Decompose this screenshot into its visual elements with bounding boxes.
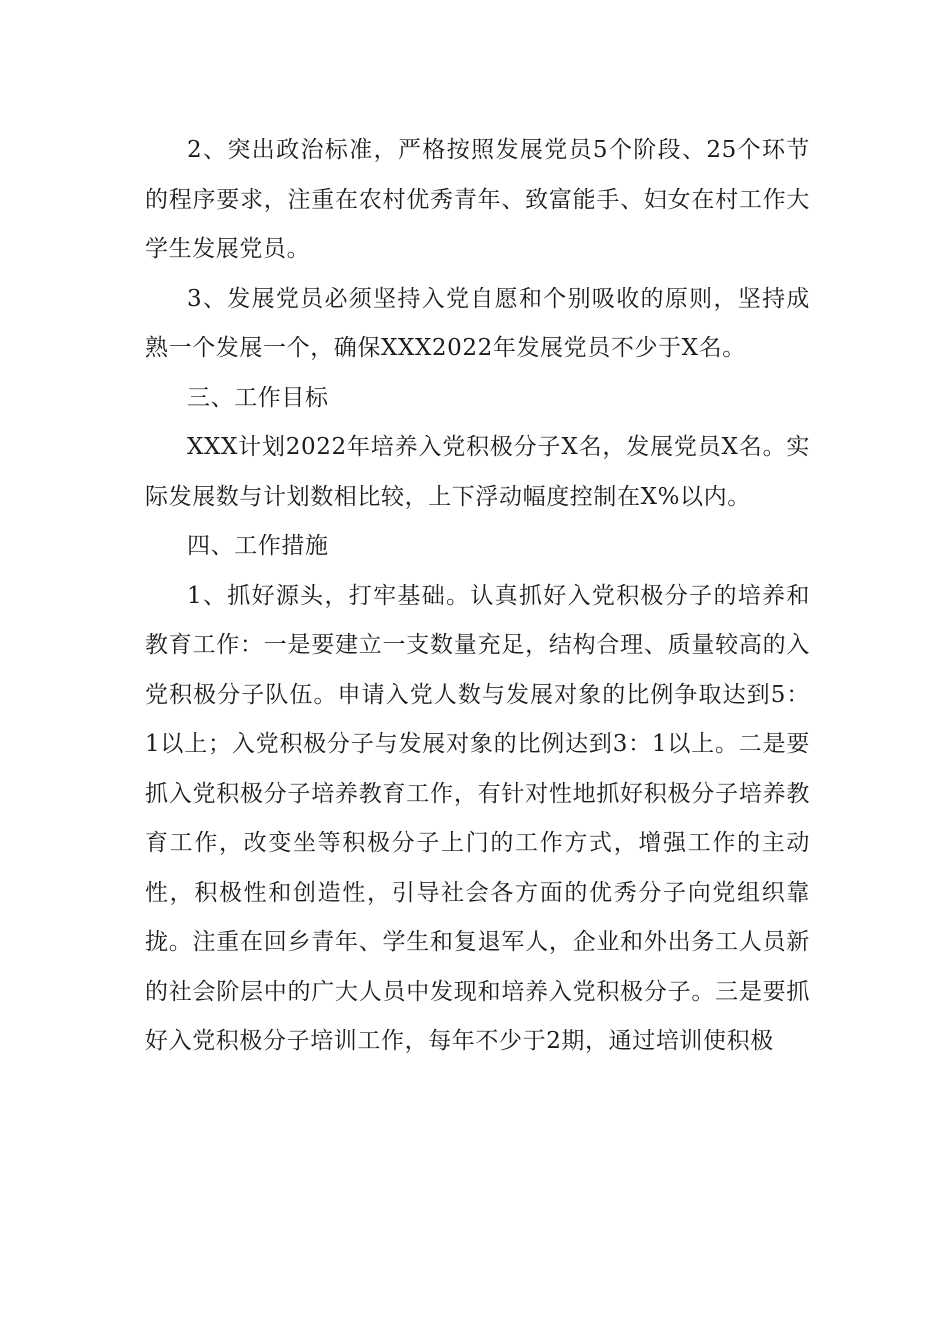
section-heading-goals: 三、工作目标 xyxy=(187,384,329,411)
paragraph-goals: XXX计划2022年培养入党积极分子X名，发展党员X名。实际发展数与计划数相比较，上下浮动幅度控制在X%以内。 xyxy=(145,434,810,510)
paragraph-item-2: 2、突出政治标准，严格按照发展党员5个阶段、25个环节的程序要求，注重在农村优秀青年、致富能手、妇女在村工作大学生发展党员。 xyxy=(145,137,810,262)
paragraph-item-3: 3、发展党员必须坚持入党自愿和个别吸收的原则，坚持成熟一个发展一个，确保XXX2022年发展党员不少于X名。 xyxy=(145,285,810,361)
document-body xyxy=(145,126,810,1067)
section-heading-measures: 四、工作措施 xyxy=(187,533,329,559)
paragraph-measure-1: 1、抓好源头，打牢基础。认真抓好入党积极分子的培养和教育工作：一是要建立一支数量充足，结构合理、质量较高的入党积极分子队伍。申请入党人数与发展对象的比例争取达到5：1以上；入党积极分子与发展对象的比例达到3：1以上。二是要抓入党积极分子培养教育工作，有针对性地抓好积极分子培养教育工作，改变坐等积极分子上门的工作方式，增强工作的主动性，积极性和创造性，引导社会各方面的优秀分子向党组织靠拢。注重在回乡青年、学生和复退军人，企业和外出务工人员新的社会阶层中的广大人员中发现和培养入党积极分子。三是要抓好入党积极分子培训工作，每年不少于2期，通过培训使积极 xyxy=(145,582,810,1054)
